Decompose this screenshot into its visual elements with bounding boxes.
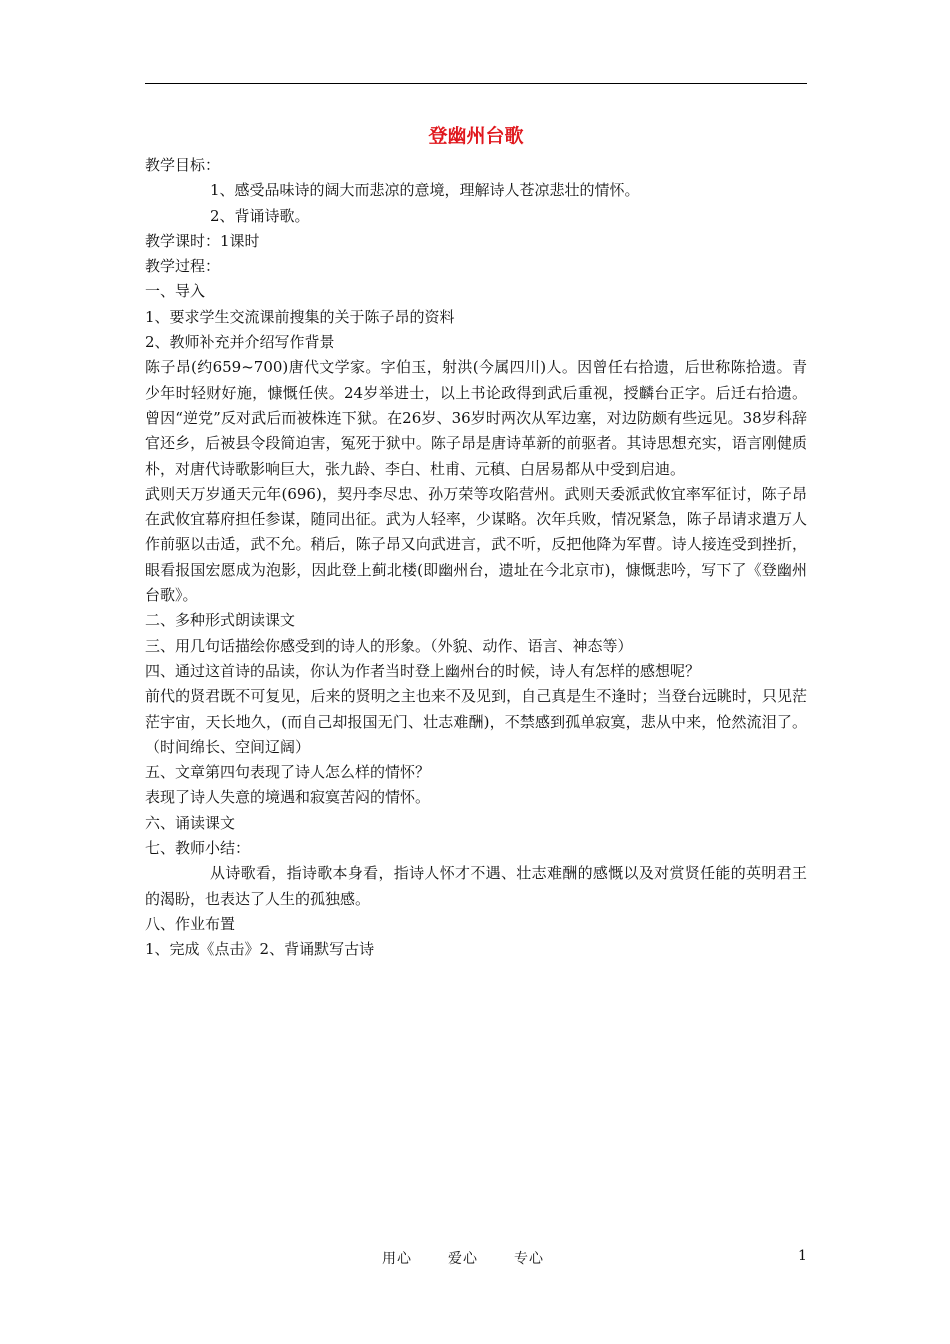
header-rule xyxy=(145,83,807,84)
section-2-heading: 二、多种形式朗读课文 xyxy=(145,611,296,630)
document-body xyxy=(145,120,807,963)
page-number: 1 xyxy=(798,1248,807,1264)
process-heading: 教学过程： xyxy=(145,257,221,276)
footer-word-2: 爱心 xyxy=(448,1251,478,1267)
document-title: 登幽州台歌 xyxy=(428,125,524,147)
section-6-heading: 六、诵读课文 xyxy=(145,813,236,832)
section-7-summary: 从诗歌看，指诗歌本身看，指诗人怀才不遇、壮志难酬的感慨以及对赏贤任能的英明君王的渴盼，也表达了人生的孤独感。 xyxy=(145,864,807,908)
page-footer xyxy=(0,1248,950,1268)
section-8-heading: 八、作业布置 xyxy=(145,914,236,933)
goal-item-1: 1、感受品味诗的阔大而悲凉的意境，理解诗人苍凉悲壮的情怀。 xyxy=(210,181,640,200)
section-1-heading: 一、导入 xyxy=(145,282,206,301)
footer-motto xyxy=(382,1248,580,1268)
section-5-answer: 表现了诗人失意的境遇和寂寞苦闷的情怀。 xyxy=(145,788,431,807)
goal-item-2: 2、背诵诗歌。 xyxy=(210,206,310,225)
section-7-heading: 七、教师小结： xyxy=(145,839,251,858)
section-4-answer: 前代的贤君既不可复见，后来的贤明之主也来不及见到，自己真是生不逢时；当登台远眺时，只见茫茫宇宙，天长地久，(而自己却报国无门、壮志难酬)，不禁感到孤单寂寞，悲从中来，怆然流泪了。（时间绵长、空间辽阔） xyxy=(145,687,807,756)
footer-word-1: 用心 xyxy=(382,1251,412,1267)
goal-heading: 教学目标： xyxy=(145,156,221,174)
author-biography: 陈子昂(约659~700)唐代文学家。字伯玉，射洪(今属四川)人。因曾任右拾遗，后世称陈拾遗。青少年时轻财好施，慷慨任侠。24岁举进士，以上书论政得到武后重视，授麟台正字。后迁右拾遗。曾因“逆党”反对武后而被株连下狱。在26岁、36岁时两次从军边塞，对边防颇有些远见。38岁科辞官还乡，后被县令段简迫害，冤死于狱中。陈子昂是唐诗革新的前驱者。其诗思想充实，语言刚健质朴，对唐代诗歌影响巨大，张九龄、李白、杜甫、元稹、白居易都从中受到启迪。 xyxy=(145,358,807,478)
writing-background: 武则天万岁通天元年(696)，契丹李尽忠、孙万荣等攻陷营州。武则天委派武攸宜率军征讨，陈子昂在武攸宜幕府担任参谋，随同出征。武为人轻率，少谋略。次年兵败，情况紧急，陈子昂请求遣万人作前驱以击适，武不允。稍后，陈子昂又向武进言，武不听，反把他降为军曹。诗人接连受到挫折，眼看报国宏愿成为泡影，因此登上蓟北楼(即幽州台，遗址在今北京市)，慷慨悲吟，写下了《登幽州台歌》。 xyxy=(145,484,807,605)
section-5-heading: 五、文章第四句表现了诗人怎么样的情怀？ xyxy=(145,763,431,782)
section-8-homework: 1、完成《点击》2、背诵默写古诗 xyxy=(145,940,375,959)
section-1-item-2: 2、教师补充并介绍写作背景 xyxy=(145,333,335,352)
class-hours: 教学课时：1课时 xyxy=(145,231,260,250)
section-4-heading: 四、通过这首诗的品读，你认为作者当时登上幽州台的时候，诗人有怎样的感想呢？ xyxy=(145,661,701,680)
footer-word-3: 专心 xyxy=(514,1251,544,1267)
section-1-item-1: 1、要求学生交流课前搜集的关于陈子昂的资料 xyxy=(145,307,455,326)
section-3-heading: 三、用几句话描绘你感受到的诗人的形象。（外貌、动作、语言、神态等） xyxy=(145,636,633,655)
